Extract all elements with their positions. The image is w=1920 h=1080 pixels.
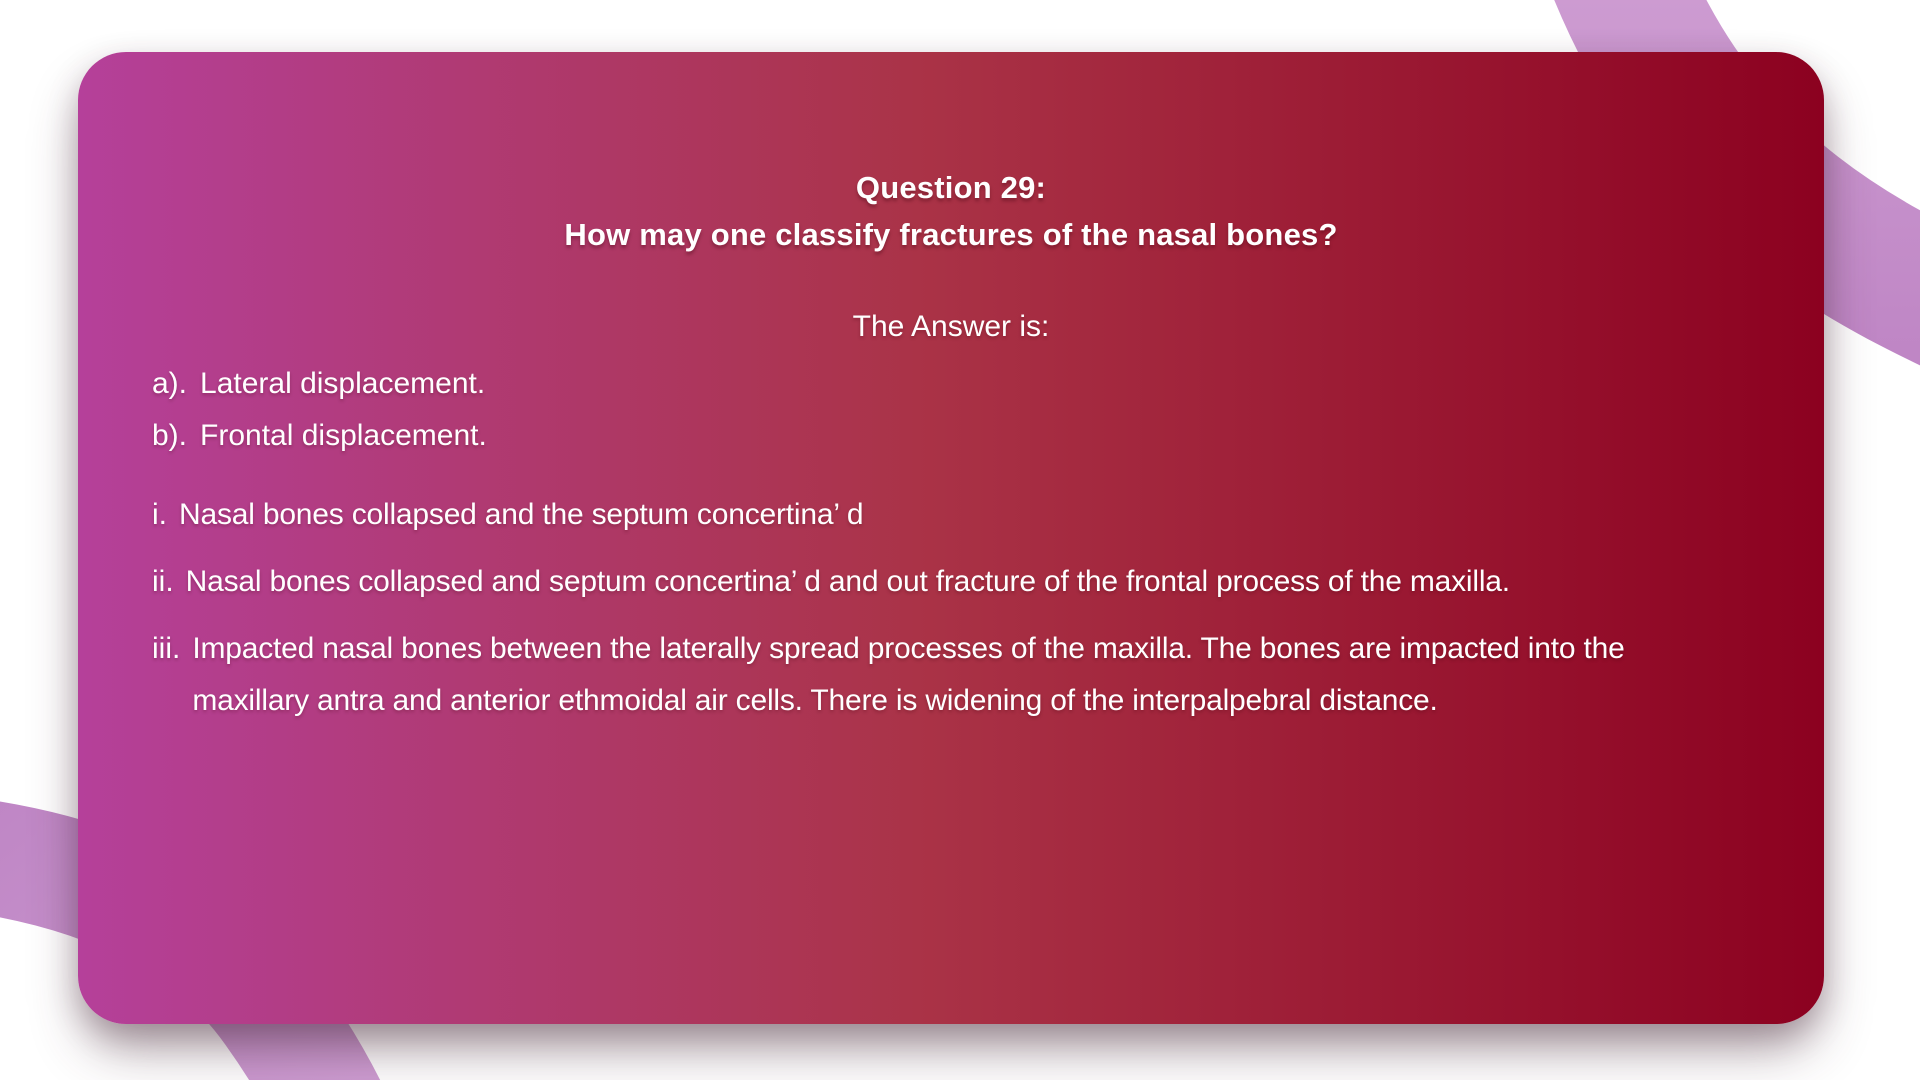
question-card xyxy=(78,52,1824,1024)
classification-item-iii xyxy=(152,623,1744,727)
classification-item-ii xyxy=(152,556,1744,608)
question-number: Question 29: xyxy=(855,170,1047,205)
item-i-text: Nasal bones collapsed and the septum concertina’ d xyxy=(179,498,864,531)
classification-list xyxy=(78,489,1824,727)
answer-options xyxy=(78,358,1824,462)
question-text: How may one classify fractures of the nasal bones? xyxy=(564,217,1338,252)
question-title xyxy=(78,164,1824,258)
item-iii-label: iii. xyxy=(152,632,181,665)
item-ii-text: Nasal bones collapsed and septum concertina’ d and out fracture of the frontal process of the maxilla. xyxy=(185,565,1510,598)
answer-option-b xyxy=(152,410,1744,462)
item-iii-text: Impacted nasal bones between the laterally spread processes of the maxilla. The bones are impacted into the maxillary antra and anterior ethmoidal air cells. There is widening of the interpalpebral distance. xyxy=(192,632,1625,717)
item-ii-label: ii. xyxy=(152,565,174,598)
option-a-label: a). xyxy=(152,367,188,400)
option-b-label: b). xyxy=(152,419,188,452)
classification-item-i xyxy=(152,489,1744,541)
answer-heading: The Answer is: xyxy=(852,310,1050,343)
option-a-text: Lateral displacement. xyxy=(200,367,486,400)
answer-option-a xyxy=(152,358,1744,410)
option-b-text: Frontal displacement. xyxy=(200,419,487,452)
item-i-label: i. xyxy=(152,498,167,531)
